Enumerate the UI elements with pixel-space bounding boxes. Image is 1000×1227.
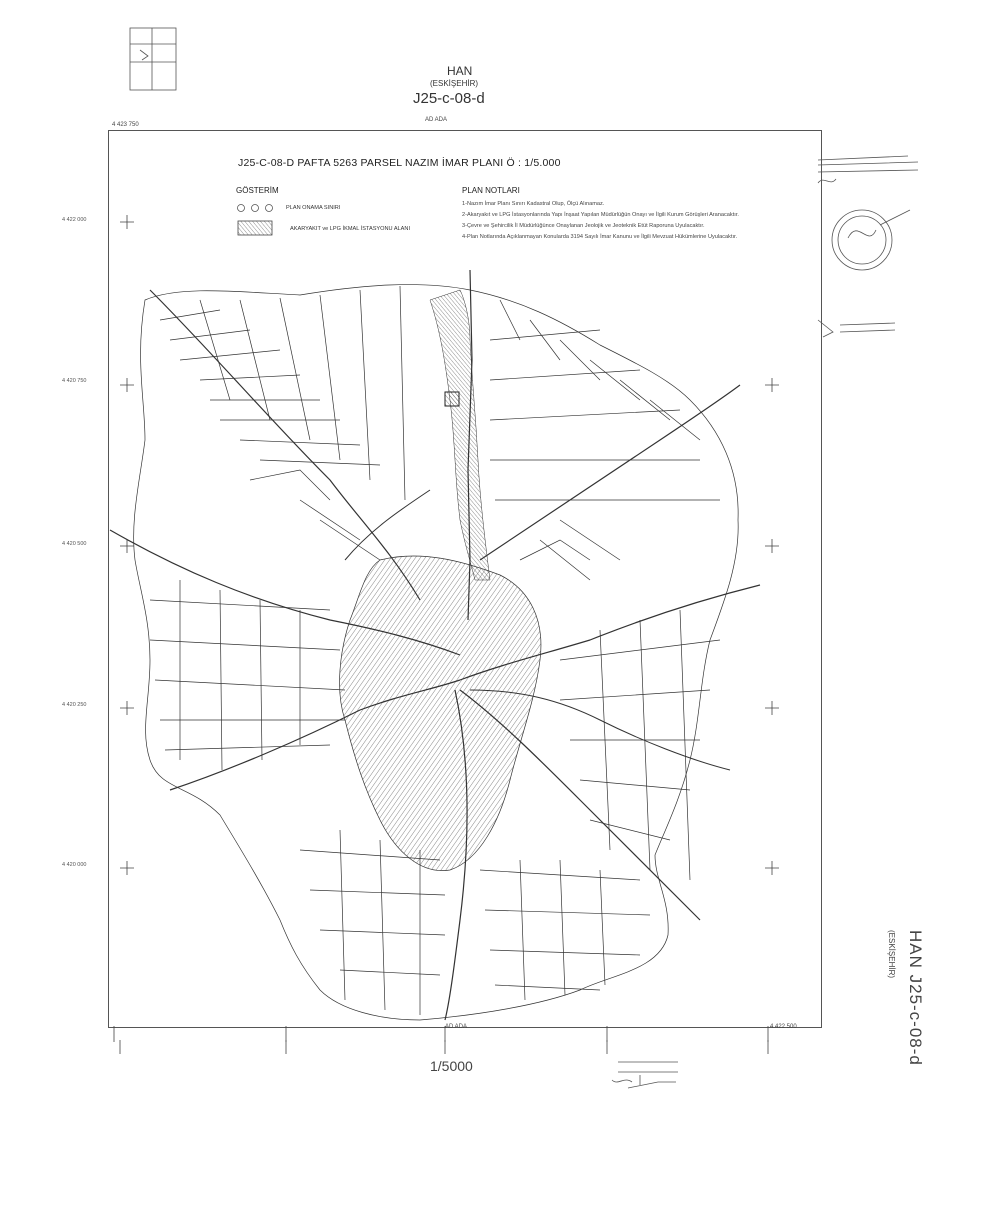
legend-heading: GÖSTERİM bbox=[236, 186, 279, 195]
frame-label-top-left: 4 423 750 bbox=[112, 122, 139, 128]
side-province-label: (ESKİŞEHİR) bbox=[887, 930, 896, 979]
scale-label: 1/5000 bbox=[430, 1058, 473, 1074]
header-sheet-code: J25-c-08-d bbox=[413, 90, 485, 107]
legend-item-boundary: PLAN ONAMA SINIRI bbox=[286, 205, 341, 211]
plan-title: J25-C-08-D PAFTA 5263 PARSEL NAZIM İMAR PLANI Ö : 1/5.000 bbox=[238, 157, 561, 169]
header-han: HAN bbox=[447, 64, 473, 78]
coord-left-1: 4 422 000 bbox=[62, 217, 87, 223]
index-stamp bbox=[130, 28, 176, 90]
legend-item-fuel-station: AKARYAKIT ve LPG İKMAL İSTASYONU ALANI bbox=[290, 226, 410, 232]
legend-fuel-station-symbol bbox=[238, 221, 272, 235]
note-line-4: 4-Plan Notlarında Açıklanmayan Konularda 3194 Sayılı İmar Kanunu ve İlgili Mevzuat Hükümlerine Uyulacaktır. bbox=[462, 234, 738, 240]
frame-label-top-center: AD ADA bbox=[425, 117, 448, 123]
note-line-2: 2-Akaryakıt ve LPG İstasyonlarında Yapı İnşaat Yapılan Müdürlüğün Onayı ve İlgili Kurum Görüşleri Aranacaktır. bbox=[462, 212, 739, 218]
note-line-3: 3-Çevre ve Şehircilik İl Müdürlüğünce Onaylanan Jeolojik ve Jeoteknik Etüt Raporuna Uyulacaktır. bbox=[462, 223, 705, 229]
note-line-1: 1-Nazım İmar Planı Sınırı Kadastral Olup, Ölçü Alınamaz. bbox=[462, 201, 605, 207]
header-province: (ESKİŞEHİR) bbox=[430, 79, 479, 88]
coord-left-3: 4 420 500 bbox=[62, 541, 87, 547]
frame-label-bottom-center: AD ADA bbox=[445, 1024, 468, 1030]
coord-left-2: 4 420 750 bbox=[62, 378, 87, 384]
coord-left-5: 4 420 000 bbox=[62, 862, 87, 868]
coord-left-4: 4 420 250 bbox=[62, 702, 87, 708]
frame-label-bottom-right: 4 422 500 bbox=[770, 1024, 797, 1030]
approval-stamp bbox=[818, 156, 918, 337]
side-sheet-label: HAN J25-c-08-d bbox=[906, 930, 925, 1066]
notes-heading: PLAN NOTLARI bbox=[462, 186, 520, 195]
scale-stamp bbox=[612, 1062, 678, 1088]
scale-ticks bbox=[120, 1040, 768, 1054]
legend-boundary-symbol bbox=[238, 205, 273, 212]
settlement-map bbox=[110, 270, 760, 1020]
